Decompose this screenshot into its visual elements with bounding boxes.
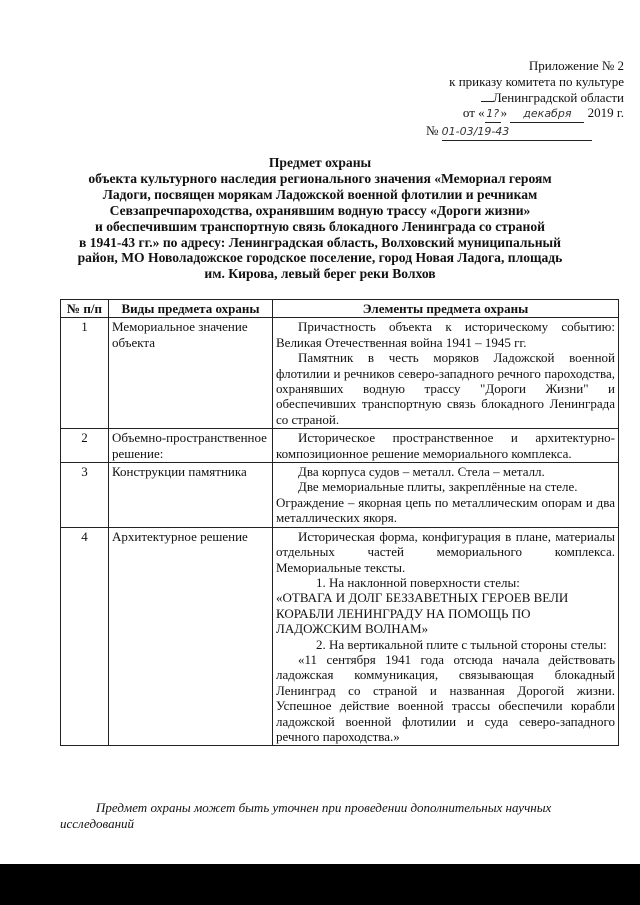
- header-kind: Виды предмета охраны: [109, 300, 273, 318]
- appendix-date: от « 1? » декабря 2019 г.: [424, 105, 624, 123]
- appendix-number: Приложение № 2: [528, 58, 624, 73]
- handwritten-number: 01-03/19-43: [442, 124, 592, 141]
- row-kind: Объемно-пространственное решение:: [109, 429, 273, 463]
- header-num: № п/п: [61, 300, 109, 318]
- appendix-region: Ленинградской области: [424, 90, 624, 106]
- footnote: Предмет охраны может быть уточнен при проведении дополнительных научных исследований: [60, 800, 552, 831]
- table-row: [61, 429, 619, 463]
- row-kind: Архитектурное решение: [109, 527, 273, 746]
- row-number: 2: [61, 429, 109, 463]
- row-kind: Мемориальное значение объекта: [109, 318, 273, 429]
- row-elements: Историческое пространственное и архитектурно-композиционное решение мемориального комплекса.: [273, 429, 619, 463]
- row-elements: Историческая форма, конфигурация в плане, материалы отдельных частей мемориального комплекса. Мемориальные тексты. 1. На наклонной поверхности стелы: «ОТВАГА И ДОЛГ БЕЗЗАВЕТНЫХ ГЕРОЕВ ВЕЛИ КОРАБЛИ ЛЕНИНГРАДУ НА ПОМОЩЬ ПО ЛАДОЖСКИМ ВОЛНАМ» 2. На вертикальной плите с тыльной стороны стелы: «11 сентября 1941 года отсюда начала действовать ладожская коммуникация, связывающая блокадный Ленинград со страной и названная Дорогой жизни. Успешное действие военной трассы обеспечили корабли ладожской военной флотилии и суда северо-западного речного пароходства.»: [273, 527, 619, 746]
- row-number: 1: [61, 318, 109, 429]
- row-number: 4: [61, 527, 109, 746]
- appendix-header: [424, 58, 624, 141]
- appendix-order-number: № 01-03/19-43: [424, 123, 624, 141]
- memorial-inscription-2: «11 сентября 1941 года отсюда начала действовать ладожская коммуникация, связывающая блокадный Ленинград со страной и названная Дорогой жизни. Успешное действие военной трассы обеспечили корабли ладожской военной флотилии и суда северо-западного речного пароходства.»: [276, 651, 615, 744]
- table-row: [61, 527, 619, 746]
- appendix-order-ref: к приказу комитета по культуре: [449, 73, 624, 89]
- row-kind: Конструкции памятника: [109, 463, 273, 528]
- handwritten-month: декабря: [510, 106, 584, 123]
- table-row: [61, 463, 619, 528]
- row-number: 3: [61, 463, 109, 528]
- header-elements: Элементы предмета охраны: [273, 300, 619, 318]
- scan-bottom-border: [0, 864, 640, 905]
- row-elements: Два корпуса судов – металл. Стела – металл. Две мемориальные плиты, закреплённые на стеле. Ограждение – якорная цепь по металлическим опорам и два металлических якоря.: [273, 463, 619, 528]
- table-row: [61, 318, 619, 429]
- row-elements: Причастность объекта к историческому событию: Великая Отечественная война 1941 – 1945 гг. Памятник в честь моряков Ладожской военной флотилии и речников северо-западного речного пароходства, охранявших водную трассу "Дороги Жизни" и обеспечивших транспортную связь блокадного Ленинграда со страной.: [273, 318, 619, 429]
- table-header-row: [61, 300, 619, 318]
- memorial-inscription-1: «ОТВАГА И ДОЛГ БЕЗЗАВЕТНЫХ ГЕРОЕВ ВЕЛИ КОРАБЛИ ЛЕНИНГРАДУ НА ПОМОЩЬ ПО ЛАДОЖСКИМ ВОЛНАМ»: [276, 590, 569, 637]
- document-title: Предмет охраны объекта культурного наследия регионального значения «Мемориал героям Ладоги, посвящен морякам Ладожской военной флотилии и речникам Севзапречпароходства, охранявшим водную трассу «Дороги жизни» и обеспечившим транспортную связь блокадного Ленинграда со страной в 1941-43 гг.» по адресу: Ленинградская область, Волховский муниципальный район, МО Новоладожское городское поселение, город Новая Ладога, площадь им. Кирова, левый берег реки Волхов: [77, 155, 563, 282]
- protection-table: [60, 299, 619, 746]
